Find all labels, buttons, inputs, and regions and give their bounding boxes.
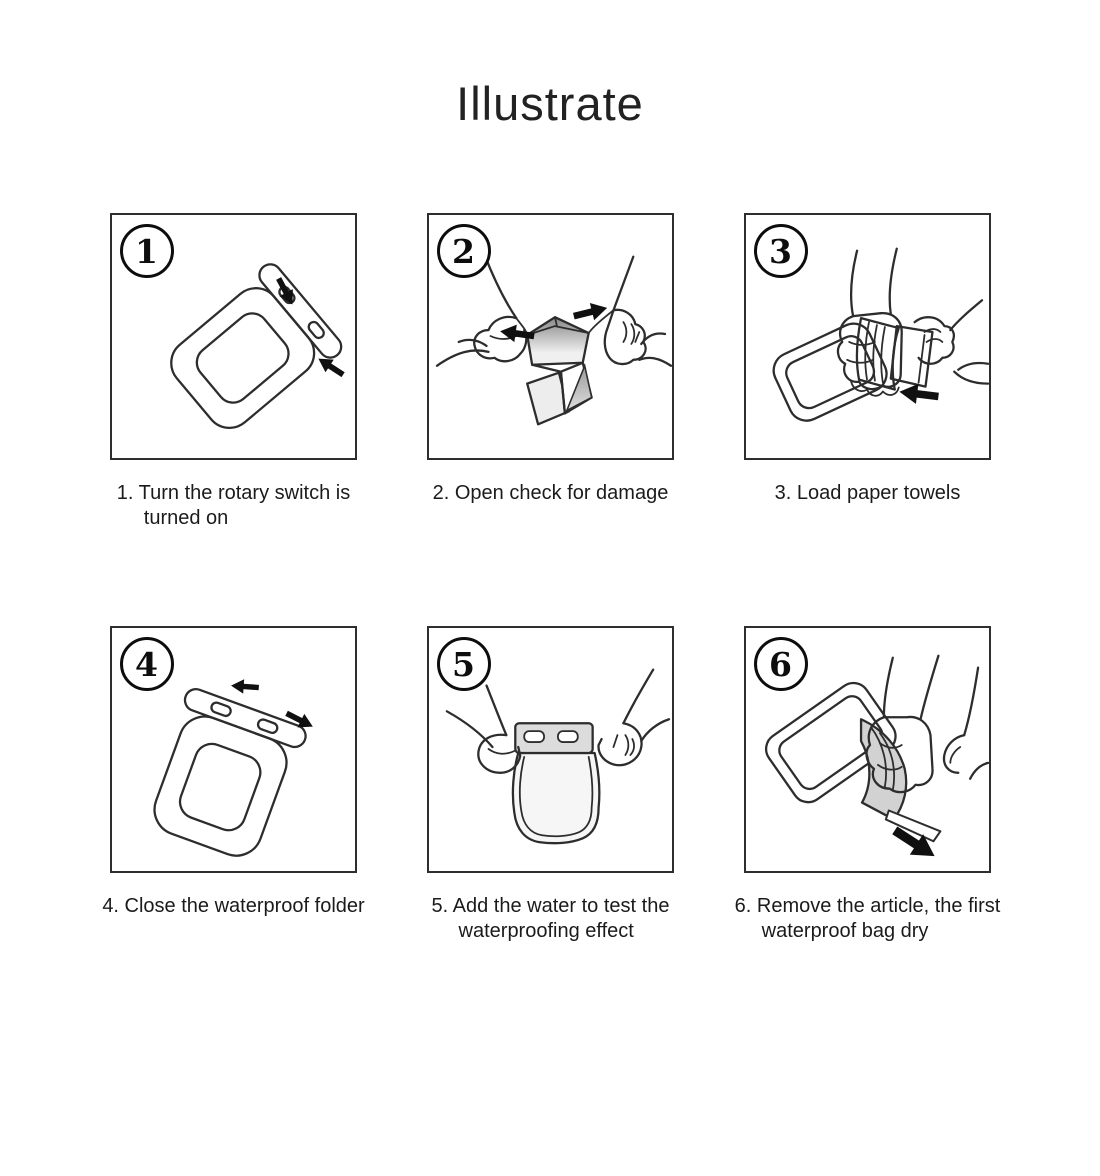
step-4-caption bbox=[64, 894, 404, 1039]
waterproof-pouch bbox=[157, 260, 345, 444]
step-1-panel bbox=[110, 213, 357, 460]
step-2-caption bbox=[381, 481, 721, 626]
caption-line: 4. Close the waterproof folder bbox=[102, 895, 365, 917]
step-number-badge bbox=[754, 224, 808, 278]
step-number: 2 bbox=[452, 231, 475, 271]
hanging-bag bbox=[512, 723, 598, 843]
caption-line: 1. Turn the rotary switch is bbox=[116, 482, 351, 504]
caption-line: waterproof bag dry bbox=[761, 919, 929, 942]
step-6-panel bbox=[744, 626, 991, 873]
step-number: 6 bbox=[769, 644, 792, 684]
step-6 bbox=[734, 626, 1001, 1039]
step-2-panel bbox=[427, 213, 674, 460]
right-hand bbox=[943, 668, 987, 779]
removed-article bbox=[885, 810, 940, 841]
steps-grid bbox=[0, 213, 1100, 1039]
step-number: 4 bbox=[135, 644, 158, 684]
step-4-panel bbox=[110, 626, 357, 873]
step-5 bbox=[427, 626, 674, 1039]
page-title: Illustrate bbox=[456, 77, 644, 130]
step-number: 1 bbox=[135, 231, 158, 271]
caption-line: turned on bbox=[143, 506, 229, 529]
arrow-icon bbox=[283, 707, 316, 734]
step-6-caption bbox=[698, 894, 1038, 1039]
step-3-caption bbox=[698, 481, 1038, 626]
step-3-panel bbox=[744, 213, 991, 460]
caption-line: 3. Load paper towels bbox=[774, 482, 961, 504]
step-number-badge bbox=[120, 637, 174, 691]
arrow-icon bbox=[571, 299, 609, 324]
step-1-caption bbox=[64, 481, 404, 626]
step-3 bbox=[744, 213, 991, 626]
arrow-icon bbox=[271, 275, 298, 308]
waterproof-pouch bbox=[139, 686, 308, 865]
step-number-badge bbox=[754, 637, 808, 691]
step-number-badge bbox=[437, 224, 491, 278]
step-number: 3 bbox=[769, 231, 792, 271]
bag-mouth bbox=[527, 317, 591, 424]
step-1 bbox=[110, 213, 357, 626]
step-number: 5 bbox=[452, 644, 475, 684]
step-2 bbox=[427, 213, 674, 626]
step-number-badge bbox=[437, 637, 491, 691]
caption-line: waterproofing effect bbox=[458, 919, 634, 942]
arrow-icon bbox=[230, 678, 259, 694]
step-5-caption bbox=[381, 894, 721, 1039]
caption-line: 6. Remove the article, the first bbox=[734, 895, 1001, 917]
right-hand bbox=[598, 670, 669, 766]
right-hand bbox=[914, 300, 987, 383]
caption-line: 5. Add the water to test the bbox=[431, 895, 670, 917]
caption-line: 2. Open check for damage bbox=[432, 482, 669, 504]
left-hand bbox=[446, 686, 519, 773]
step-4 bbox=[102, 626, 365, 1039]
step-5-panel bbox=[427, 626, 674, 873]
step-number-badge bbox=[120, 224, 174, 278]
